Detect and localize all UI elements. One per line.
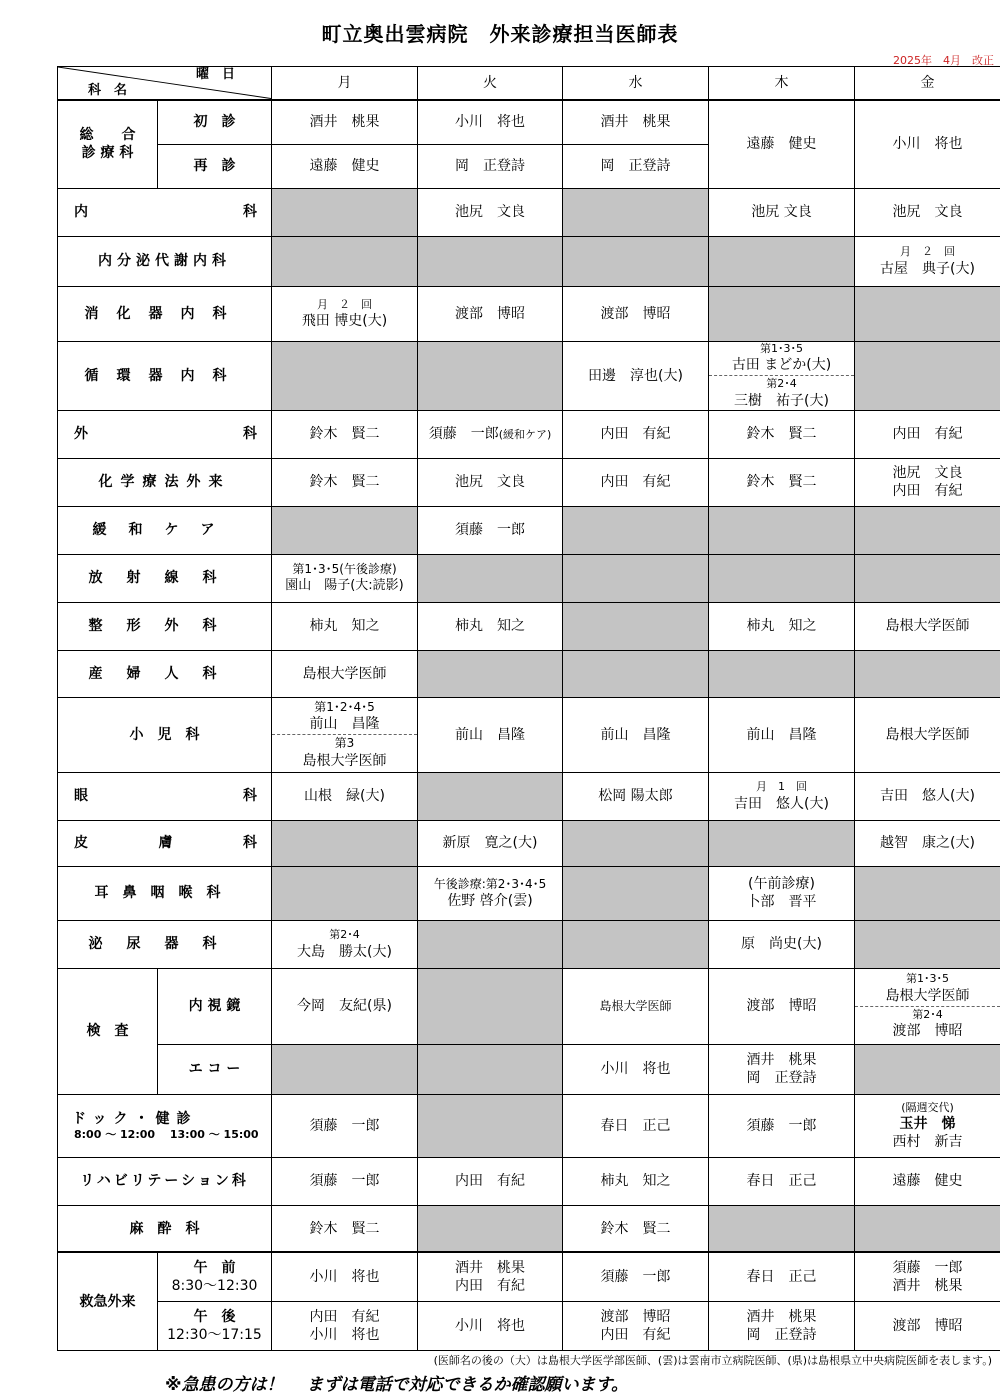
cell: 内田 有紀 bbox=[855, 410, 1000, 458]
row-hifu bbox=[58, 820, 1000, 866]
closed-cell bbox=[855, 1044, 1000, 1094]
doctor-name: 酒井 桃果 bbox=[709, 1051, 854, 1069]
dock-label: ドック・健診 bbox=[58, 1110, 271, 1128]
row-kyukyu-pm bbox=[58, 1301, 1000, 1350]
sub-echo: エ コ ー bbox=[158, 1044, 272, 1094]
cell: 渡部 博昭 bbox=[709, 968, 855, 1044]
cell-note: 第2･4 bbox=[709, 377, 854, 391]
closed-cell bbox=[709, 1205, 855, 1252]
header-day-thu: 木 bbox=[709, 67, 855, 100]
closed-cell bbox=[418, 342, 563, 411]
row-shoka bbox=[58, 287, 1000, 342]
cell bbox=[272, 1301, 418, 1350]
cell: 小川 将也 bbox=[418, 1301, 563, 1350]
doctor-name: 内田 有紀 bbox=[855, 482, 1000, 500]
cell: 吉田 悠人(大) bbox=[855, 772, 1000, 820]
dept-jibi: 耳鼻咽喉科 bbox=[58, 866, 272, 920]
cell: 須藤 一郎 bbox=[709, 1094, 855, 1157]
cell: 鈴木 賢二 bbox=[272, 1205, 418, 1252]
split-top bbox=[272, 700, 417, 736]
cell: 内田 有紀 bbox=[563, 410, 709, 458]
doctor-name: 須藤 一郎 bbox=[855, 1259, 1000, 1277]
cell: 小川 将也 bbox=[563, 1044, 709, 1094]
doctor-name: 前山 昌隆 bbox=[272, 715, 417, 733]
dept-seikei: 整形外科 bbox=[58, 602, 272, 650]
pm-time: 12:30～17:15 bbox=[158, 1326, 271, 1344]
closed-cell bbox=[418, 920, 563, 968]
dept-geka: 外 科 bbox=[58, 410, 272, 458]
sub-pm bbox=[158, 1301, 272, 1350]
dept-junkan: 循環器内科 bbox=[58, 342, 272, 411]
cell-note: 午後診療:第2･3･4･5 bbox=[418, 877, 562, 893]
dept-shoka: 消化器内科 bbox=[58, 287, 272, 342]
cell: 松岡 陽太郎 bbox=[563, 772, 709, 820]
row-kanwa bbox=[58, 506, 1000, 554]
closed-cell bbox=[855, 554, 1000, 602]
warning-message: ※急患の方は！ まずは電話で対応できるか確認願います。 bbox=[165, 1370, 628, 1395]
closed-cell bbox=[855, 287, 1000, 342]
cell bbox=[272, 287, 418, 342]
cell: 島根大学医師 bbox=[855, 697, 1000, 772]
cell-note: 月 ２ 回 bbox=[272, 298, 417, 312]
doctor-name: 渡部 博昭 bbox=[563, 1308, 708, 1326]
footnote: (医師名の後の（大）は島根大学医学部医師、(雲)は雲南市立病院医師、(県)は島根県立中央病院医師を表します。) bbox=[434, 1352, 992, 1368]
closed-cell bbox=[855, 866, 1000, 920]
dept-sogo-line2: 診 療 科 bbox=[58, 144, 157, 162]
dept-kagaku: 化学療法外来 bbox=[58, 458, 272, 506]
row-nai bbox=[58, 189, 1000, 237]
cell bbox=[418, 1252, 563, 1301]
am-label: 午 前 bbox=[158, 1259, 271, 1277]
cell: 春日 正己 bbox=[709, 1157, 855, 1205]
doctor-name: 酒井 桃果 bbox=[418, 1259, 562, 1277]
dock-times: 8:00 ～ 12:00 13:00 ～ 15:00 bbox=[58, 1128, 271, 1142]
cell: 酒井 桃果 bbox=[272, 100, 418, 145]
cell bbox=[563, 1301, 709, 1350]
doctor-name: 内田 有紀 bbox=[563, 1326, 708, 1344]
row-shoni bbox=[58, 697, 1000, 772]
cell: 遠藤 健史 bbox=[272, 145, 418, 189]
cell bbox=[709, 866, 855, 920]
doctor-name: 園山 陽子(大:読影) bbox=[272, 578, 417, 595]
dept-reha: リハビリテーション科 bbox=[58, 1157, 272, 1205]
cell-note: 第1･2･4･5 bbox=[272, 700, 417, 716]
cell: 山根 緑(大) bbox=[272, 772, 418, 820]
cell bbox=[418, 410, 563, 458]
dept-kyukyu: 救急外来 bbox=[58, 1252, 158, 1350]
doctor-name: 渡部 博昭 bbox=[855, 1022, 1000, 1040]
row-reha bbox=[58, 1157, 1000, 1205]
cell-note: (午前診療) bbox=[709, 875, 854, 893]
dept-sogo-line1: 総 合 bbox=[58, 126, 157, 144]
closed-cell bbox=[563, 506, 709, 554]
cell bbox=[709, 772, 855, 820]
header-day-mon: 月 bbox=[272, 67, 418, 100]
cell bbox=[855, 1094, 1000, 1157]
cell-note: (緩和ケア) bbox=[499, 428, 552, 441]
cell: 今岡 友紀(県) bbox=[272, 968, 418, 1044]
cell: 岡 正登詩 bbox=[563, 145, 709, 189]
cell-note: 第2･4 bbox=[855, 1008, 1000, 1022]
cell: 前山 昌隆 bbox=[563, 697, 709, 772]
cell: 鈴木 賢二 bbox=[709, 410, 855, 458]
cell: 池尻 文良 bbox=[418, 189, 563, 237]
cell bbox=[709, 1301, 855, 1350]
split-cell bbox=[855, 972, 1000, 1040]
cell: 前山 昌隆 bbox=[709, 697, 855, 772]
cell: 越智 康之(大) bbox=[855, 820, 1000, 866]
dept-kanwa: 緩和ケア bbox=[58, 506, 272, 554]
closed-cell bbox=[418, 1094, 563, 1157]
row-kagaku bbox=[58, 458, 1000, 506]
cell: 内田 有紀 bbox=[418, 1157, 563, 1205]
row-dock bbox=[58, 1094, 1000, 1157]
row-seikei bbox=[58, 602, 1000, 650]
sub-saishin: 再 診 bbox=[158, 145, 272, 189]
split-cell bbox=[272, 700, 417, 771]
cell bbox=[709, 342, 855, 411]
header-day-fri: 金 bbox=[855, 67, 1000, 100]
page-title: 町立奥出雲病院 外来診療担当医師表 bbox=[0, 18, 1000, 47]
closed-cell bbox=[563, 237, 709, 287]
doctor-name: 卜部 晋平 bbox=[709, 893, 854, 911]
closed-cell bbox=[563, 650, 709, 697]
doctor-name: 大島 勝太(大) bbox=[272, 943, 417, 961]
cell bbox=[709, 1044, 855, 1094]
row-kensa-naishikyo bbox=[58, 968, 1000, 1044]
closed-cell bbox=[418, 237, 563, 287]
closed-cell bbox=[855, 506, 1000, 554]
cell: 遠藤 健史 bbox=[709, 100, 855, 189]
sub-am bbox=[158, 1252, 272, 1301]
row-junkan bbox=[58, 342, 1000, 411]
dept-kensa: 検 査 bbox=[58, 968, 158, 1094]
dept-masui: 麻 酔 科 bbox=[58, 1205, 272, 1252]
closed-cell bbox=[272, 866, 418, 920]
doctor-name: 島根大学医師 bbox=[272, 752, 417, 770]
doctor-name: 岡 正登詩 bbox=[709, 1069, 854, 1087]
doctor-name: 池尻 文良 bbox=[855, 464, 1000, 482]
cell-note: 第3 bbox=[272, 736, 417, 752]
header-row bbox=[58, 67, 1000, 100]
cell: 原 尚史(大) bbox=[709, 920, 855, 968]
row-hoshasen bbox=[58, 554, 1000, 602]
closed-cell bbox=[418, 650, 563, 697]
am-time: 8:30～12:30 bbox=[158, 1277, 271, 1295]
closed-cell bbox=[563, 866, 709, 920]
closed-cell bbox=[272, 506, 418, 554]
doctor-name: 内田 有紀 bbox=[418, 1277, 562, 1295]
closed-cell bbox=[563, 554, 709, 602]
cell bbox=[855, 968, 1000, 1044]
closed-cell bbox=[563, 602, 709, 650]
cell: 小川 将也 bbox=[855, 100, 1000, 189]
cell-note: 月 1 回 bbox=[709, 780, 854, 794]
dept-sanfu: 産婦人科 bbox=[58, 650, 272, 697]
dept-hifu: 皮 膚 科 bbox=[58, 820, 272, 866]
doctor-name: 島根大学医師 bbox=[855, 987, 1000, 1005]
row-sanfu bbox=[58, 650, 1000, 697]
dept-hinyo: 泌尿器科 bbox=[58, 920, 272, 968]
cell: 池尻 文良 bbox=[418, 458, 563, 506]
closed-cell bbox=[272, 1044, 418, 1094]
cell: 小川 将也 bbox=[418, 100, 563, 145]
cell: 柿丸 知之 bbox=[709, 602, 855, 650]
cell bbox=[855, 1252, 1000, 1301]
closed-cell bbox=[563, 820, 709, 866]
cell: 遠藤 健史 bbox=[855, 1157, 1000, 1205]
row-sogo-shoshin bbox=[58, 100, 1000, 145]
sub-naishikyo: 内 視 鏡 bbox=[158, 968, 272, 1044]
cell: 柿丸 知之 bbox=[272, 602, 418, 650]
cell: 鈴木 賢二 bbox=[709, 458, 855, 506]
cell-note: 第1･3･5(午後診療) bbox=[272, 562, 417, 578]
cell: 春日 正己 bbox=[563, 1094, 709, 1157]
cell: 鈴木 賢二 bbox=[563, 1205, 709, 1252]
doctor-name: 古屋 典子(大) bbox=[855, 260, 1000, 278]
cell: 須藤 一郎 bbox=[272, 1157, 418, 1205]
doctor-name: 古田 まどか(大) bbox=[709, 356, 854, 374]
closed-cell bbox=[855, 650, 1000, 697]
cell-note: (隔週交代) bbox=[855, 1101, 1000, 1115]
cell: 須藤 一郎 bbox=[272, 1094, 418, 1157]
doctor-name: 須藤 一郎 bbox=[429, 426, 499, 442]
cell-note: 第1･3･5 bbox=[709, 342, 854, 356]
cell bbox=[272, 920, 418, 968]
cell bbox=[418, 866, 563, 920]
header-day-tue: 火 bbox=[418, 67, 563, 100]
cell: 小川 将也 bbox=[272, 1252, 418, 1301]
closed-cell bbox=[272, 189, 418, 237]
closed-cell bbox=[709, 287, 855, 342]
cell: 島根大学医師 bbox=[272, 650, 418, 697]
cell: 鈴木 賢二 bbox=[272, 458, 418, 506]
header-day-wed: 水 bbox=[563, 67, 709, 100]
closed-cell bbox=[709, 506, 855, 554]
doctor-name: 三樹 祐子(大) bbox=[709, 392, 854, 410]
cell: 田邊 淳也(大) bbox=[563, 342, 709, 411]
doctor-name: 岡 正登詩 bbox=[709, 1326, 854, 1344]
closed-cell bbox=[272, 237, 418, 287]
cell-note: 第1･3･5 bbox=[855, 972, 1000, 986]
cell: 島根大学医師 bbox=[855, 602, 1000, 650]
cell-note: 第2･4 bbox=[272, 928, 417, 942]
row-jibi bbox=[58, 866, 1000, 920]
cell: 春日 正己 bbox=[709, 1252, 855, 1301]
schedule-table bbox=[57, 66, 1000, 1351]
cell: 池尻 文良 bbox=[709, 189, 855, 237]
dept-ganka: 眼 科 bbox=[58, 772, 272, 820]
pm-label: 午 後 bbox=[158, 1308, 271, 1326]
row-naibunpi bbox=[58, 237, 1000, 287]
doctor-name: 酒井 桃果 bbox=[855, 1277, 1000, 1295]
closed-cell bbox=[709, 554, 855, 602]
row-kyukyu-am bbox=[58, 1252, 1000, 1301]
cell-note: 月 ２ 回 bbox=[855, 245, 1000, 259]
cell bbox=[855, 237, 1000, 287]
closed-cell bbox=[563, 189, 709, 237]
dept-sogo bbox=[58, 100, 158, 189]
cell: 新原 寛之(大) bbox=[418, 820, 563, 866]
cell: 柿丸 知之 bbox=[418, 602, 563, 650]
row-kensa-echo bbox=[58, 1044, 1000, 1094]
cell: 前山 昌隆 bbox=[418, 697, 563, 772]
closed-cell bbox=[418, 968, 563, 1044]
cell bbox=[272, 554, 418, 602]
revision-date: 2025年 4月 改正 bbox=[893, 52, 994, 68]
closed-cell bbox=[418, 772, 563, 820]
cell: 渡部 博昭 bbox=[418, 287, 563, 342]
cell: 鈴木 賢二 bbox=[272, 410, 418, 458]
cell: 酒井 桃果 bbox=[563, 100, 709, 145]
cell: 須藤 一郎 bbox=[563, 1252, 709, 1301]
split-cell bbox=[709, 342, 854, 410]
sub-shoshin: 初 診 bbox=[158, 100, 272, 145]
closed-cell bbox=[855, 1205, 1000, 1252]
closed-cell bbox=[855, 342, 1000, 411]
closed-cell bbox=[418, 1044, 563, 1094]
dept-hoshasen: 放射線科 bbox=[58, 554, 272, 602]
closed-cell bbox=[272, 820, 418, 866]
doctor-name: 佐野 啓介(雲) bbox=[418, 892, 562, 910]
closed-cell bbox=[418, 554, 563, 602]
split-top bbox=[709, 342, 854, 376]
closed-cell bbox=[563, 920, 709, 968]
dept-shoni: 小 児 科 bbox=[58, 697, 272, 772]
doctor-name: 内田 有紀 bbox=[272, 1308, 417, 1326]
cell: 須藤 一郎 bbox=[418, 506, 563, 554]
cell bbox=[855, 458, 1000, 506]
row-masui bbox=[58, 1205, 1000, 1252]
header-yobi: 曜 日 bbox=[196, 67, 235, 84]
cell bbox=[272, 697, 418, 772]
closed-cell bbox=[709, 650, 855, 697]
row-hinyo bbox=[58, 920, 1000, 968]
doctor-name: 酒井 桃果 bbox=[709, 1308, 854, 1326]
doctor-name: 玉井 悌 bbox=[855, 1115, 1000, 1133]
cell: 内田 有紀 bbox=[563, 458, 709, 506]
header-corner-cell bbox=[58, 67, 272, 100]
dept-nai: 内 科 bbox=[58, 189, 272, 237]
doctor-name: 西村 新吉 bbox=[855, 1133, 1000, 1151]
cell: 渡部 博昭 bbox=[563, 287, 709, 342]
closed-cell bbox=[855, 920, 1000, 968]
dept-dock bbox=[58, 1094, 272, 1157]
row-ganka bbox=[58, 772, 1000, 820]
header-kamoku: 科 名 bbox=[88, 83, 127, 100]
row-geka bbox=[58, 410, 1000, 458]
cell: 島根大学医師 bbox=[563, 968, 709, 1044]
closed-cell bbox=[418, 1205, 563, 1252]
dept-naibunpi: 内分泌代謝内科 bbox=[58, 237, 272, 287]
cell: 岡 正登詩 bbox=[418, 145, 563, 189]
doctor-name: 小川 将也 bbox=[272, 1326, 417, 1344]
closed-cell bbox=[709, 237, 855, 287]
cell: 池尻 文良 bbox=[855, 189, 1000, 237]
cell: 渡部 博昭 bbox=[855, 1301, 1000, 1350]
doctor-name: 飛田 博史(大) bbox=[272, 312, 417, 330]
cell: 柿丸 知之 bbox=[563, 1157, 709, 1205]
closed-cell bbox=[709, 820, 855, 866]
split-top bbox=[855, 972, 1000, 1006]
doctor-name: 吉田 悠人(大) bbox=[709, 795, 854, 813]
closed-cell bbox=[272, 342, 418, 411]
